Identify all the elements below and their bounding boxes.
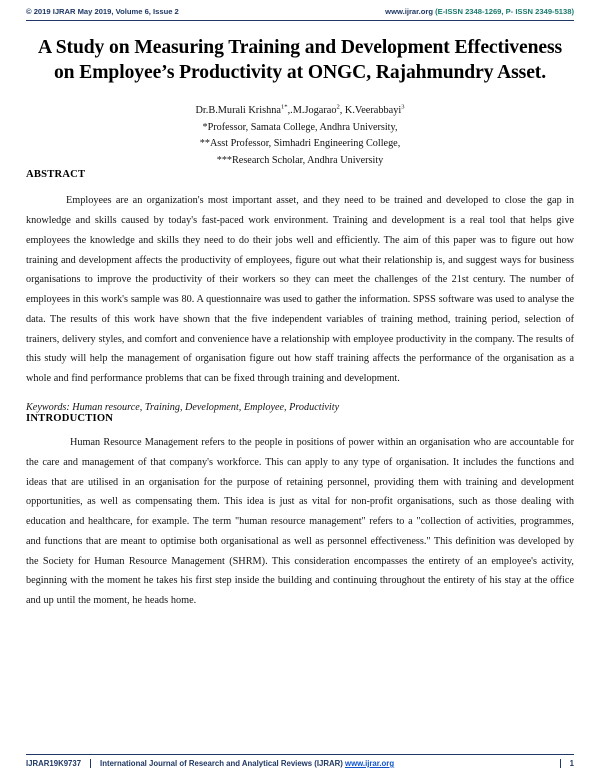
affiliation-line-3: ***Research Scholar, Andhra University [216, 154, 384, 166]
footer-page-number: 1 [569, 759, 574, 768]
page-title: A Study on Measuring Training and Development Effectiveness on Employee’s Productivity at ONGC, Rajahmundry Asset. [37, 37, 563, 84]
abstract-paragraph: Employees are an organization's most important asset, and they need to be trained and developed to close the gap in knowledge and skills caused by today's fast-paced work environment. Training and development is a real tool that helps give employees the knowledge and skills they need to do their jobs well and efficiently. The aim of this paper was to figure out how training and development affects the productivity of employees, figure out what their relationship is, and suggest ways for business organisations to improve the productivity of their workers so they can meet the challenges of the 21st century. The number of employees in this work's sample was 80. A questionnaire was used to gather the information. SPSS software was used to analyse the data. The results of this work have shown that the five independent variables of training method, training period, selection of trainers, delivery styles, and comfort and convenience have a relationship with employee productivity in the company. The results of this study will help the management of organisation figure out how staff training affects the performance of the organisation as a whole and find performance problems that can be fixed through training and development. [26, 195, 574, 385]
introduction-heading: INTRODUCTION [26, 412, 114, 424]
introduction-paragraph: Human Resource Management refers to the people in positions of power within an organisation who are accountable for the care and management of that company's workforce. This can apply to any type of organisation. It includes the functions and ideas that are utilised in an organisation for the purpose of retaining personnel, providing them with training and development opportunities, as well as compensating them. This idea is just as vital for non-profit organisations, such as those dealing with education and healthcare, for example. The term "human resource management" refers to a "collection of activities, programmes, and functions that are meant to optimise both organisational as well as personnel effectiveness." This definition was developed by the Society for Human Resource Management (SHRM). This consideration encompasses the entirety of an employee's activity, beginning with the moment he takes his first step inside the building and continuing throughout the entirety of his stay at the office and up until the moment, he heads home. [26, 436, 574, 607]
page-footer [26, 754, 574, 768]
footer-journal-url-link[interactable]: www.ijrar.org [345, 759, 395, 768]
author-superscript-3: 3 [401, 103, 405, 111]
running-header [26, 0, 574, 16]
author-separator-1: , [287, 104, 291, 116]
header-copyright-text: © 2019 IJRAR May 2019, Volume 6, Issue 2 [26, 7, 179, 16]
header-divider-rule [26, 20, 574, 21]
affiliation-line-1: *Professor, Samata College, Andhra University, [202, 121, 398, 133]
header-issn-text: (E-ISSN 2348-1269, P- ISSN 2349-5138) [435, 7, 574, 16]
footer-divider-rule [26, 754, 574, 755]
footer-journal-name [91, 759, 560, 768]
header-journal-info [385, 7, 574, 16]
footer-journal-title-text: International Journal of Research and Analytical Reviews (IJRAR) [100, 759, 343, 768]
author-superscript-2: 2 [336, 103, 340, 111]
author-name-1: Dr.B.Murali Krishna [195, 104, 281, 116]
footer-row [26, 759, 574, 768]
footer-paper-id: IJRAR19K9737 [26, 759, 82, 768]
author-list [26, 103, 574, 120]
keywords-line: Keywords: Human resource, Training, Development, Employee, Productivity [26, 401, 340, 413]
abstract-heading: ABSTRACT [26, 169, 86, 181]
header-site-url[interactable]: www.ijrar.org [385, 7, 433, 16]
affiliation-line-2: **Asst Professor, Simhadri Engineering College, [199, 138, 401, 150]
author-name-2: .M.Jogarao [290, 104, 337, 116]
author-separator-2: , [339, 104, 343, 116]
author-name-3: K.Veerabbayi [342, 104, 402, 116]
author-superscript-1: 1* [280, 103, 288, 111]
